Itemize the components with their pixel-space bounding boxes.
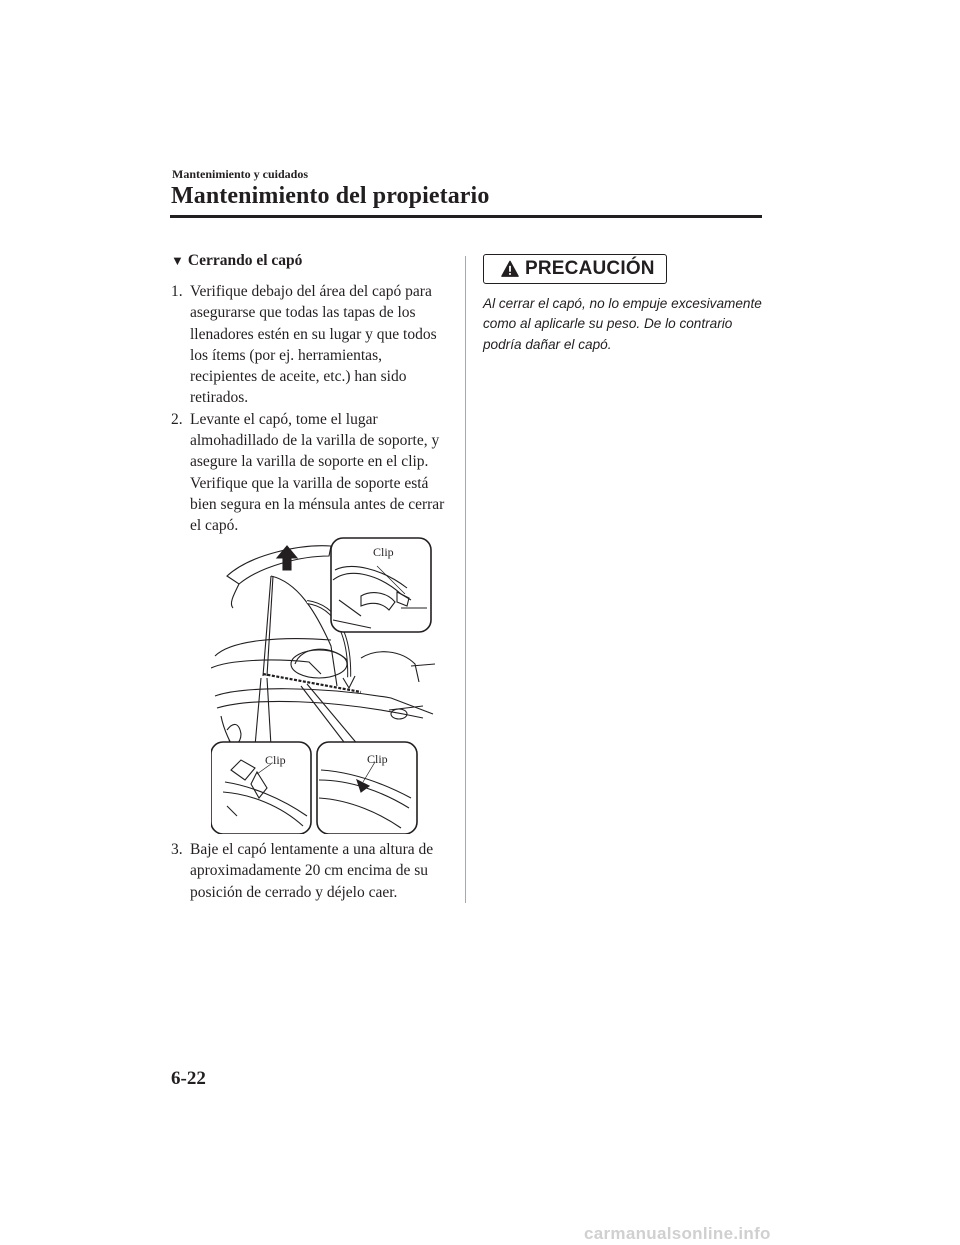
step-3	[171, 839, 447, 903]
caution-title: PRECAUCIÓN	[525, 258, 655, 279]
left-column	[171, 252, 447, 537]
hood-support-rod-illustration	[211, 536, 435, 834]
section-label: Mantenimiento y cuidados	[172, 167, 309, 181]
subsection-heading-text: Cerrando el capó	[187, 252, 303, 269]
step-text: Levante el capó, tome el lugar almohadillado de la varilla de soporte, y asegure la varilla de soporte en el clip. Verifique que la varilla de soporte está bien segura en la ménsula antes de cerrar el capó.	[190, 410, 445, 535]
clip-label-top: Clip	[373, 545, 394, 559]
step-3-block	[171, 839, 447, 903]
step-1	[171, 281, 447, 409]
step-number: 1.	[171, 283, 183, 300]
title-rule	[170, 215, 762, 218]
warning-triangle-icon	[501, 260, 519, 278]
clip-label-bottom-left: Clip	[265, 753, 286, 767]
step-text: Verifique debajo del área del capó para asegurarse que todas las tapas de los llenadores estén en su lugar y que todos los ítems (por ej. herramientas, recipientes de aceite, etc.) han sido retirados.	[190, 283, 437, 407]
triangle-marker-icon: ▼	[171, 253, 184, 268]
step-text: Baje el capó lentamente a una altura de aproximadamente 20 cm encima de su posición de cerrado y déjelo caer.	[190, 841, 434, 901]
step-2	[171, 409, 447, 537]
clip-label-bottom-right: Clip	[367, 752, 388, 766]
column-divider	[465, 256, 466, 903]
subsection-heading	[171, 252, 447, 270]
step-number: 2.	[171, 410, 183, 428]
page-number: 6-22	[171, 1068, 206, 1089]
watermark-text: carmanualsonline.info	[584, 1224, 771, 1243]
page-title: Mantenimiento del propietario	[171, 183, 490, 209]
caution-text: Al cerrar el capó, no lo empuje excesivamente como al aplicarle su peso. De lo contrario podría dañar el capó.	[483, 296, 762, 352]
step-number: 3.	[171, 841, 183, 858]
caution-header-box	[483, 254, 667, 284]
